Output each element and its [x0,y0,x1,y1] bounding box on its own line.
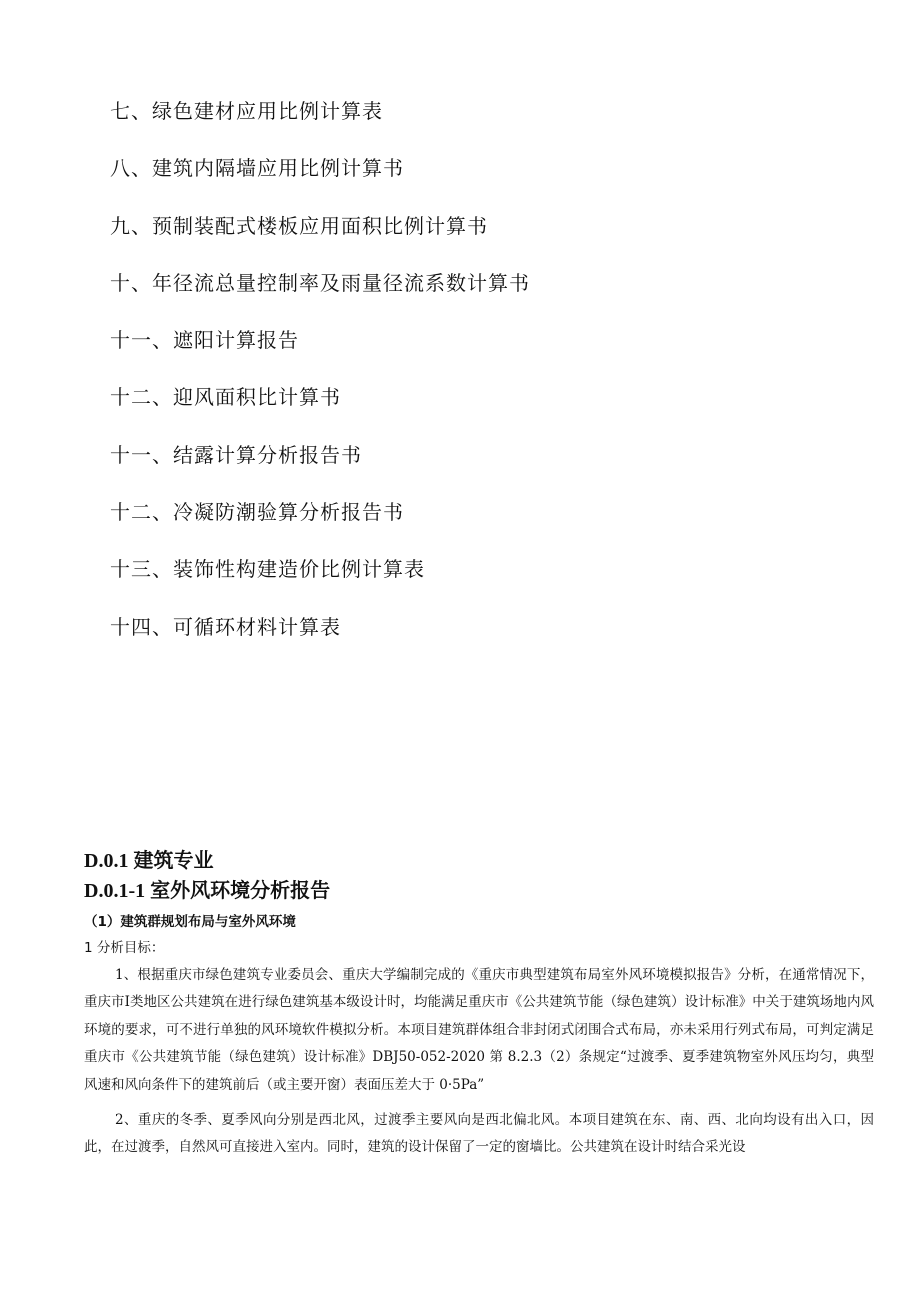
toc-item: 九、预制装配式楼板应用面积比例计算书 [110,213,488,238]
toc-item: 十一、遮阳计算报告 [110,328,299,353]
paragraph-2: 2、重庆的冬季、夏季风向分别是西北风，过渡季主要风向是西北偏北风。本项目建筑在东、南、西、北向均设有出入口，因此，在过渡季，自然风可直接进入室内。同时，建筑的设计保留了一定的窗墙比。公共建筑在设计时结合采光设 [84,1112,874,1156]
toc-item: 七、绿色建材应用比例计算表 [110,99,383,123]
toc-item: 十四、可循环材料计算表 [110,614,341,639]
toc-item: 八、建筑内隔墙应用比例计算书 [110,156,404,181]
toc-item: 十二、迎风面积比计算书 [110,385,341,410]
topic-heading: （1）建筑群规划布局与室外风环境 [84,914,296,930]
report-section [84,846,874,1162]
toc-item: 十、年径流总量控制率及雨量径流系数计算书 [110,270,530,295]
toc-item: 十一、结露计算分析报告书 [110,442,362,467]
toc-item: 十三、装饰性构建造价比例计算表 [110,557,425,582]
paragraph-1: 1、根据重庆市绿色建筑专业委员会、重庆大学编制完成的《重庆市典型建筑布局室外风环境模拟报告》分析，在通常情况下，重庆市Ⅰ类地区公共建筑在进行绿色建筑基本级设计时，均能满足重庆市《公共建筑节能（绿色建筑）设计标准》中关于建筑场地内风环境的要求，可不进行单独的风环境软件模拟分析。本项目建筑群体组合非封闭式闭围合式布局，亦未采用行列式布局，可判定满足重庆市《公共建筑节能（绿色建筑）设计标准》DBJ50-052-2020 第 8.2.3（2）条规定“过渡季、夏季建筑物室外风压均匀，典型风速和风向条件下的建筑前后（或主要开窗）表面压差大于 0·5Pa” [84,967,874,1093]
analysis-goal-label: 1 分析目标： [84,940,165,956]
section-heading: D.0.1 建筑专业 [84,850,214,872]
subsection-heading: D.0.1-1 室外风环境分析报告 [84,880,331,902]
toc-item: 十二、冷凝防潮验算分析报告书 [110,500,404,525]
table-of-contents [110,92,530,665]
